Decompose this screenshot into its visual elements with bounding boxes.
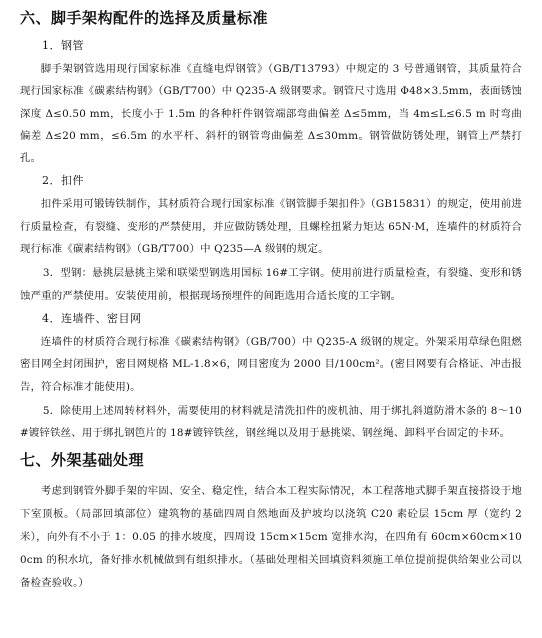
section-seven-title: 七、外架基础处理: [20, 451, 145, 470]
item-1-heading: 1．钢管: [42, 39, 84, 52]
section-seven-paragraph: 考虑到钢管外脚手架的牢固、安全、稳定性，结合本工程实际情况，本工程落地式脚手架直接搭设于地下室顶板。（局部回填部位）建筑物的基础四周自然地面及护坡均以浇筑 C20 素砼层 15cm 厚（宽约 2 米），向外有不小于 1：0.05 的排水坡度，四周设 15cm×15cm 宽排水沟，在四角有 60cm×60cm×100cm 的积水坑，备好排水机械做到有组织排水。（基础处理相关回填资料须施工单位提前提供给架业公司以备检查验收。）: [20, 485, 522, 589]
item-4-heading: 4．连墙件、密目网: [42, 311, 142, 325]
item-3-paragraph: 3．型钢：悬挑层悬挑主梁和联梁型钢选用国标 16#工字钢。使用前进行质量检查，有裂缝、变形和锈蚀严重的严禁使用。安装使用前，根据现场预埋件的间距选用合适长度的工字钢。: [20, 267, 522, 302]
section-six-title: 六、脚手架构配件的选择及质量标准: [20, 9, 269, 27]
item-1-paragraph: 脚手架钢管选用现行国家标准《直缝电焊钢管》（GB/T13793）中规定的 3 号普通钢管，其质量符合现行国家标准《碳素结构钢》（GB/T700）中 Q235-A 级钢要求。钢管尺寸选用 Φ48×3.5mm，表面锈蚀深度 Δ≤0.50 mm，长度小于 1.5m 的各种杆件钢管端部弯曲偏差 Δ≤5mm，当 4m≤L≤6.5 m 时弯曲偏差 Δ≤20 mm，≤6.5m 的水平杆、斜杆的钢管弯曲偏差 Δ≤30mm。钢管做防锈处理，钢管上严禁打孔。: [20, 63, 522, 165]
item-5-paragraph: 5．除使用上述周转材料外，需要使用的材料就是清洗扣件的废机油、用于绑扎斜道防滑木条的 8～10#镀锌铁丝、用于绑扎钢笆片的 18#镀锌铁丝，钢丝绳以及用于悬挑梁、钢丝绳、卸料平台固定的卡环。: [20, 404, 522, 440]
item-2-paragraph: 扣件采用可锻铸铁制作，其材质符合现行国家标准《钢管脚手架扣件》（GB15831）的规定，使用前进行质量检查，有裂缝、变形的严禁使用，并应做防锈处理，且螺栓扭紧力矩达 65N·M，连墙件的材质符合现行标准《碳素结构钢》（GB/T700）中 Q235—A 级钢的规定。: [20, 198, 522, 256]
item-4-paragraph: 连墙件的材质符合现行标准《碳素结构钢》（GB/700）中 Q235-A 级钢的规定。外架采用草绿色阻燃密目网全封闭围护，密目网规格 ML-1.8×6，网目密度为 2000 目/100cm²。(密目网要有合格证、冲击报告，符合标准才能使用)。: [20, 335, 522, 393]
item-2-heading: 2．扣件: [42, 174, 84, 188]
